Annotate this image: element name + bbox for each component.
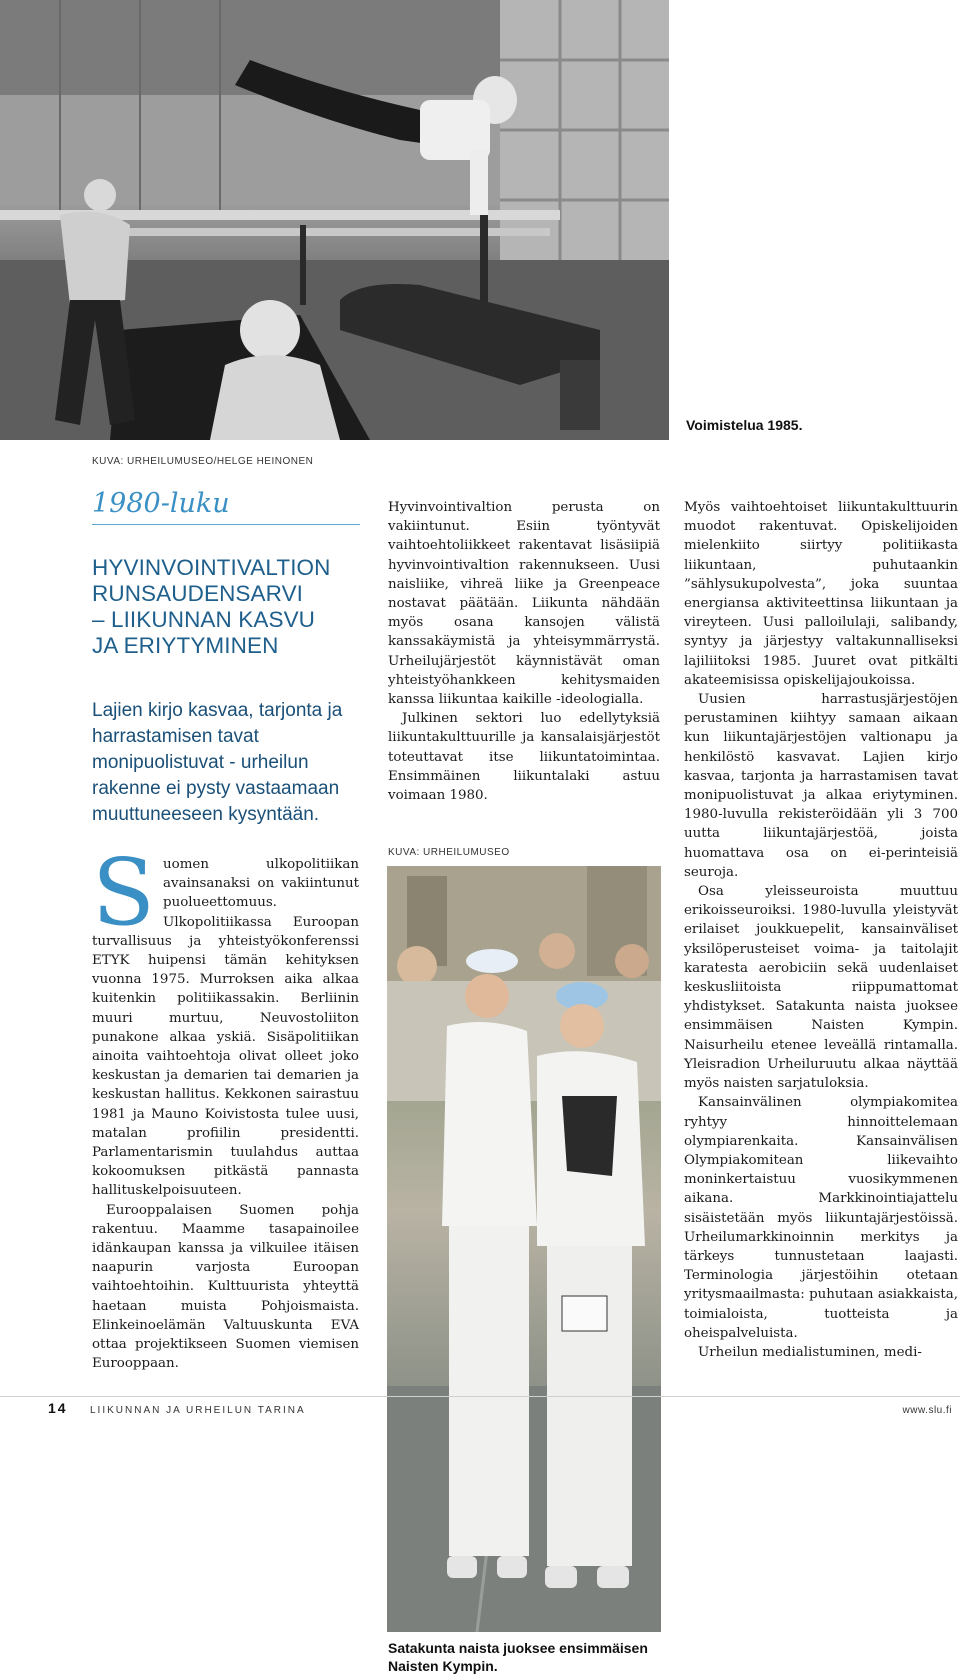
publication-title: LIIKUNNAN JA URHEILUN TARINA [90,1405,306,1416]
right-column [684,498,958,1362]
body-paragraph: Myös vaihtoehtoiset liikuntakulttuurin muodot rakentuvat. Opiskelijoiden mielenkiito siirtyy politiikasta liikuntaan, puhutaankin ”sählysukupolvesta”, joka suuntaa energiansa aktiviteettinsa liikuntaan ja vireyteen. Uusi palloilulaji, salibandy, syntyy ja järjestyy valtakunnalliseksi lajiliitoksi 1985. Juuret ovat pitkälti akateemisissa opiskelijajoukoissa. [684,500,958,688]
women-run-photo-illustration [387,866,661,1632]
body-paragraph: Julkinen sektori luo edellytyksiä liikuntakulttuurille ja kansalaisjärjestöt toteuttavat itse liikuntatoimintaa. Ensimmäinen liikuntalaki astuu voimaan 1980. [388,711,660,804]
lead-paragraph: Lajien kirjo kasvaa, tarjonta ja harrastamisen tavat monipuolistuvat - urheilun rakenne ei pysty vastaamaan muuttuneeseen kysyntään. [92,700,343,825]
body-paragraph: Urheilun medialistuminen, medi- [698,1344,922,1360]
era-divider [92,524,360,525]
body-paragraph: Osa yleisseuroista muuttuu erikoisseuroiksi. 1980-luvulla yleistyvät erilaiset joukkuepelit, kansainväliset yksilöperusteiset voima- ja taitolajit karatesta aerobiciin sekä uudenlaiset keskusliitoista riippumattomat yhdistykset. Satakunta naista juoksee ensimmäisen Naisten Kympin. Naisurheilu etenee leveällä rintamalla. Yleisradion Urheiluruutu alkaa näyttää myös naisten sarjatuloksia. [684,884,958,1092]
body-paragraph: Kansainvälinen olympiakomitea ryhtyy hinnoittelemaan olympiarenkaita. Kansainvälisen Olympiakomitean liikevaihto moninkertaistuu vuosikymmenen aikana. Markkinointiajattelu sisäistetään myös liikuntajärjestöissä. Urheilumarkkinoinnin merkitys ja tärkeys tunnustetaan laajasti. Terminologia järjestöihin otetaan yritysmaailmasta: puhutaan asiakkaista, toimialoista, tuotteista ja oheispalveluista. [684,1095,958,1341]
body-paragraph-text: uomen ulkopolitiikan avainsanaksi on vakiintunut puolueettomuus. Ulkopolitiikassa Euroopan turvallisuus ja yhteistyökonferenssi ETYK huipensi tämän kehityksen vuonna 1975. Murroksen aika alkaa kuitenkin politiikassakin. Berliinin muuri murtuu, Neuvostoliiton punakone alkaa yskiä. Sisäpolitiikan ainoita vaihtoehtoja olivat olleet joko keskustan ja demarien tai demarien ja keskustan hallitus. Kekkonen sairastuu 1981 ja Mauno Koivistosta tulee uusi, matalan profiilin presidentti. Parlamentarismin tuulahdus auttaa kokoomuksen pitkästä pannasta hallituskelpoisuuteen. [92,857,359,1199]
women-run-photo [387,866,661,1632]
footer-url: www.slu.fi [902,1405,952,1416]
gymnastics-photo [0,0,669,440]
body-paragraph: Hyvinvointivaltion perusta on vakiintunut. Esiin työntyvät vaihtoehtoliikkeet rakentavat lisäsiipiä hyvinvointivaltion rakennukseen. Uusi naisliike, vihreä liike ja Greenpeace nostavat päätään. Liikunta nähdään myös osana kansojen välistä kanssakäymistä ja yhteisymmärrystä. Urheilujärjestöt käynnistävät oman yhteistyöhankkeen kehitysmaiden kanssa liikuntaa kaikille -ideologialla. [388,500,660,708]
gymnastics-photo-illustration [0,0,669,440]
footer-divider [0,1396,960,1397]
headline-line: – LIIKUNNAN KASVU [92,607,316,632]
headline-line: RUNSAUDENSARVI [92,581,304,606]
middle-column [388,498,660,805]
headline-line: JA ERIYTYMINEN [92,633,279,658]
era-title: 1980-luku [92,488,230,519]
headline-line: HYVINVOINTIVALTION [92,555,331,580]
top-photo-caption: Voimistelua 1985. [686,417,803,433]
body-paragraph: Uusien harrastusjärjestöjen perustaminen kiihtyy samaan aikaan kun liikuntajärjestöjen valtionapu ja henkilöstö kasvavat. Lajien kirjo kasvaa, tarjonta ja harrastamisen tavat monipuolistuvat ja alkaa eriytyminen. 1980-luvulla rekisteröidään yli 3 700 uutta liikuntajärjestöä, joista huomattava osa on ei-perinteisiä seuroja. [684,692,958,880]
middle-photo-credit: KUVA: URHEILUMUSEO [388,847,510,858]
left-column [92,839,359,1373]
middle-photo-caption: Satakunta naista juoksee ensimmäisen Naisten Kympin. [388,1640,648,1674]
top-photo-credit: KUVA: URHEILUMUSEO/HELGE HEINONEN [92,456,314,467]
body-paragraph: Eurooppalaisen Suomen pohja rakentuu. Maamme tasapainoilee idänkaupan kanssa ja vilkuilee itäisen naapurin varjosta Euroopan vaihtoehtoihin. Kulttuurista yhteyttä haetaan muista Pohjoismaista. Elinkeinoelämän Valtuuskunta EVA ottaa projektikseen Suomen viemisen Eurooppaan. [92,1202,359,1372]
body-paragraph [92,839,359,1201]
drop-cap: S [92,839,156,946]
page-number: 14 [48,1400,68,1416]
headline [92,555,367,659]
